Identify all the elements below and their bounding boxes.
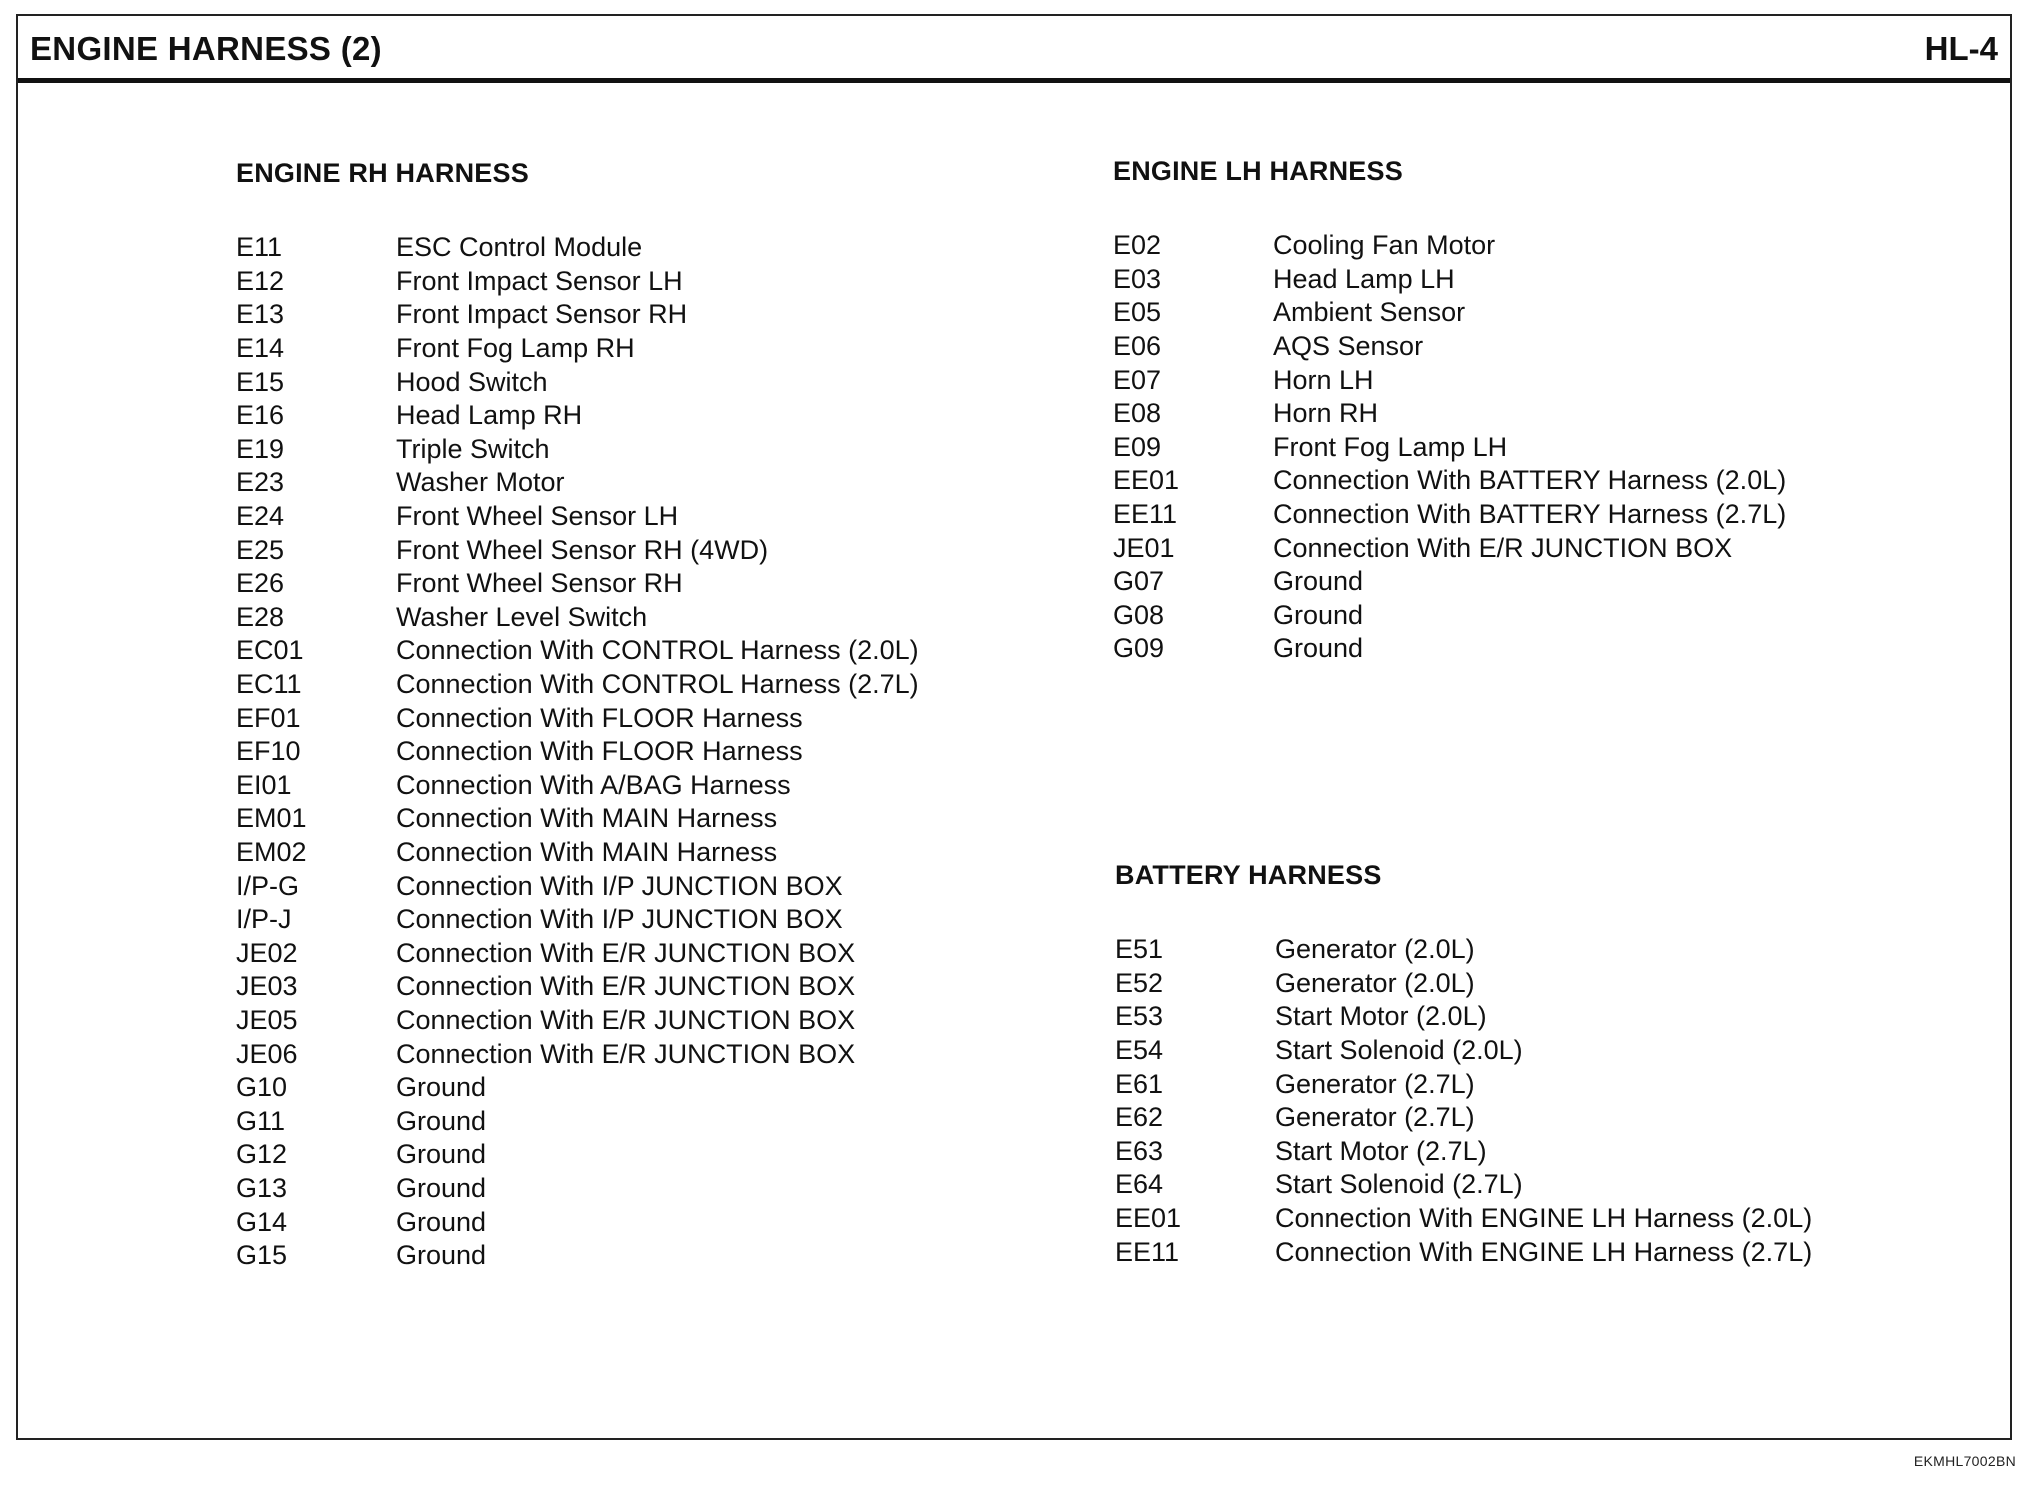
- connector-description: Connection With I/P JUNCTION BOX: [396, 904, 843, 935]
- connector-code: EF10: [236, 736, 301, 767]
- connector-row: [1115, 1168, 1935, 1202]
- connector-row: [236, 1172, 1056, 1206]
- connector-row: [1115, 933, 1935, 967]
- connector-row: [236, 634, 1056, 668]
- connector-description: Hood Switch: [396, 366, 548, 397]
- connector-row: [236, 567, 1056, 601]
- connector-description: Ground: [1273, 566, 1364, 597]
- connector-row: [236, 802, 1056, 836]
- connector-code: JE05: [236, 1004, 298, 1035]
- connector-code: G11: [236, 1105, 286, 1136]
- connector-description: Ground: [396, 1172, 487, 1203]
- connector-code: JE03: [236, 971, 298, 1002]
- connector-code: E08: [1113, 398, 1162, 429]
- connector-code: E24: [236, 501, 285, 532]
- connector-code: EM01: [236, 803, 307, 834]
- connector-description: Connection With E/R JUNCTION BOX: [396, 1038, 856, 1069]
- connector-row: [236, 970, 1056, 1004]
- connector-row: [1113, 464, 1913, 498]
- connector-code: E07: [1113, 364, 1162, 395]
- connector-description: Head Lamp RH: [396, 400, 583, 431]
- connector-description: Front Wheel Sensor RH: [396, 568, 683, 599]
- connector-row: [236, 1138, 1056, 1172]
- connector-row: [236, 466, 1056, 500]
- connector-description: Connection With E/R JUNCTION BOX: [396, 1004, 856, 1035]
- connector-list: [1113, 229, 1913, 666]
- connector-code: EE01: [1113, 465, 1180, 496]
- connector-row: [1115, 1000, 1935, 1034]
- section-engine-lh-harness: [1113, 156, 1913, 666]
- connector-row: [236, 869, 1056, 903]
- connector-code: E19: [236, 433, 285, 464]
- connector-code: EE11: [1115, 1236, 1180, 1267]
- connector-row: [1113, 296, 1913, 330]
- image-code: EKMHL7002BN: [1913, 1453, 2016, 1469]
- connector-row: [1113, 363, 1913, 397]
- connector-description: Connection With FLOOR Harness: [396, 736, 803, 767]
- connector-code: E61: [1115, 1068, 1164, 1099]
- connector-row: [1113, 263, 1913, 297]
- connector-row: [1113, 632, 1913, 666]
- connector-code: E23: [236, 467, 285, 498]
- connector-code: E64: [1115, 1169, 1164, 1200]
- connector-code: G07: [1113, 566, 1165, 597]
- connector-row: [236, 365, 1056, 399]
- connector-row: [236, 332, 1056, 366]
- connector-description: Front Impact Sensor LH: [396, 265, 683, 296]
- connector-code: E51: [1115, 934, 1164, 965]
- connector-code: E02: [1113, 230, 1162, 261]
- connector-description: Ground: [1273, 633, 1364, 664]
- connector-row: [1115, 1235, 1935, 1269]
- connector-description: Ambient Sensor: [1273, 297, 1466, 328]
- connector-code: E14: [236, 333, 285, 364]
- connector-row: [1113, 229, 1913, 263]
- connector-code: E05: [1113, 297, 1162, 328]
- connector-code: JE02: [236, 937, 298, 968]
- connector-description: Generator (2.7L): [1275, 1102, 1475, 1133]
- connector-row: [236, 836, 1056, 870]
- connector-code: E11: [236, 232, 283, 263]
- connector-code: EC11: [236, 669, 302, 700]
- connector-row: [236, 399, 1056, 433]
- section-engine-rh-harness: [236, 158, 1056, 1272]
- connector-code: I/P-G: [236, 870, 300, 901]
- connector-code: JE06: [236, 1038, 298, 1069]
- connector-row: [236, 1071, 1056, 1105]
- connector-code: EC01: [236, 635, 304, 666]
- connector-row: [236, 769, 1056, 803]
- connector-description: Start Motor (2.7L): [1275, 1135, 1487, 1166]
- connector-description: Horn LH: [1273, 364, 1374, 395]
- connector-row: [1113, 498, 1913, 532]
- connector-row: [1113, 565, 1913, 599]
- connector-code: EE01: [1115, 1203, 1182, 1234]
- connector-description: Front Impact Sensor RH: [396, 299, 688, 330]
- connector-row: [1113, 599, 1913, 633]
- connector-row: [1115, 967, 1935, 1001]
- connector-description: Connection With MAIN Harness: [396, 803, 778, 834]
- connector-list: [1115, 933, 1935, 1269]
- connector-code: E54: [1115, 1035, 1164, 1066]
- page-title: ENGINE HARNESS (2): [30, 30, 382, 67]
- connector-description: Connection With E/R JUNCTION BOX: [396, 971, 856, 1002]
- connector-code: E53: [1115, 1001, 1164, 1032]
- connector-code: E16: [236, 400, 285, 431]
- connector-code: G12: [236, 1139, 288, 1170]
- connector-description: Ground: [396, 1240, 487, 1271]
- connector-description: Front Fog Lamp LH: [1273, 431, 1508, 462]
- connector-code: E06: [1113, 331, 1162, 362]
- connector-row: [236, 936, 1056, 970]
- connector-description: Generator (2.7L): [1275, 1068, 1475, 1099]
- connector-row: [1115, 1202, 1935, 1236]
- connector-description: Start Motor (2.0L): [1275, 1001, 1487, 1032]
- connector-code: G14: [236, 1206, 288, 1237]
- connector-code: EI01: [236, 769, 292, 800]
- connector-description: Start Solenoid (2.7L): [1275, 1169, 1523, 1200]
- connector-description: Ground: [396, 1139, 487, 1170]
- connector-description: Washer Motor: [396, 467, 565, 498]
- connector-description: Connection With CONTROL Harness (2.7L): [396, 669, 919, 700]
- connector-description: Ground: [396, 1072, 487, 1103]
- connector-code: E26: [236, 568, 285, 599]
- connector-row: [1113, 531, 1913, 565]
- connector-description: Washer Level Switch: [396, 601, 648, 632]
- connector-code: E15: [236, 366, 285, 397]
- connector-row: [236, 601, 1056, 635]
- connector-description: Connection With I/P JUNCTION BOX: [396, 870, 843, 901]
- connector-description: Connection With E/R JUNCTION BOX: [396, 937, 856, 968]
- connector-row: [1115, 1034, 1935, 1068]
- connector-description: Ground: [396, 1105, 487, 1136]
- connector-code: E52: [1115, 967, 1164, 998]
- connector-description: AQS Sensor: [1273, 331, 1424, 362]
- connector-code: E12: [236, 265, 285, 296]
- connector-row: [236, 533, 1056, 567]
- connector-description: Cooling Fan Motor: [1273, 230, 1496, 261]
- connector-description: Connection With E/R JUNCTION BOX: [1273, 532, 1733, 563]
- connector-description: Ground: [1273, 599, 1364, 630]
- connector-description: Connection With ENGINE LH Harness (2.0L): [1275, 1203, 1813, 1234]
- connector-row: [236, 1037, 1056, 1071]
- connector-code: G10: [236, 1072, 288, 1103]
- connector-description: Front Wheel Sensor LH: [396, 501, 679, 532]
- connector-code: E28: [236, 601, 285, 632]
- connector-row: [1115, 1135, 1935, 1169]
- connector-code: E25: [236, 534, 285, 565]
- connector-row: [236, 1104, 1056, 1138]
- connector-description: Generator (2.0L): [1275, 967, 1475, 998]
- connector-row: [236, 701, 1056, 735]
- connector-row: [236, 735, 1056, 769]
- connector-code: G13: [236, 1172, 288, 1203]
- page-code: HL-4: [1924, 30, 1998, 67]
- section-heading: ENGINE RH HARNESS: [236, 158, 529, 188]
- connector-description: Connection With FLOOR Harness: [396, 702, 803, 733]
- connector-row: [1115, 1101, 1935, 1135]
- connector-code: G15: [236, 1240, 288, 1271]
- connector-row: [236, 1239, 1056, 1273]
- connector-row: [1115, 1067, 1935, 1101]
- connector-code: E03: [1113, 263, 1162, 294]
- connector-description: Connection With CONTROL Harness (2.0L): [396, 635, 919, 666]
- connector-row: [1113, 397, 1913, 431]
- connector-row: [236, 298, 1056, 332]
- connector-code: EF01: [236, 702, 301, 733]
- connector-description: Connection With ENGINE LH Harness (2.7L): [1275, 1236, 1813, 1267]
- connector-code: E13: [236, 299, 285, 330]
- section-heading: BATTERY HARNESS: [1115, 860, 1382, 890]
- connector-code: EM02: [236, 836, 307, 867]
- connector-description: Generator (2.0L): [1275, 934, 1475, 965]
- section-heading: ENGINE LH HARNESS: [1113, 156, 1403, 186]
- connector-code: E63: [1115, 1135, 1164, 1166]
- title-bar: [18, 16, 2010, 83]
- connector-row: [236, 500, 1056, 534]
- connector-list: [236, 231, 1056, 1272]
- connector-description: Connection With A/BAG Harness: [396, 769, 791, 800]
- connector-row: [1113, 431, 1913, 465]
- connector-row: [236, 903, 1056, 937]
- connector-row: [236, 1205, 1056, 1239]
- connector-row: [236, 265, 1056, 299]
- connector-code: I/P-J: [236, 904, 292, 935]
- connector-description: ESC Control Module: [396, 232, 643, 263]
- connector-description: Horn RH: [1273, 398, 1379, 429]
- connector-row: [236, 433, 1056, 467]
- connector-row: [236, 668, 1056, 702]
- connector-code: E62: [1115, 1102, 1164, 1133]
- connector-description: Front Fog Lamp RH: [396, 333, 635, 364]
- connector-description: Ground: [396, 1206, 487, 1237]
- connector-code: E09: [1113, 431, 1162, 462]
- connector-description: Connection With MAIN Harness: [396, 836, 778, 867]
- connector-code: EE11: [1113, 499, 1178, 530]
- connector-code: G09: [1113, 633, 1165, 664]
- connector-row: [1113, 330, 1913, 364]
- connector-description: Connection With BATTERY Harness (2.0L): [1273, 465, 1787, 496]
- connector-description: Head Lamp LH: [1273, 263, 1455, 294]
- connector-code: JE01: [1113, 532, 1175, 563]
- connector-description: Front Wheel Sensor RH (4WD): [396, 534, 769, 565]
- connector-description: Connection With BATTERY Harness (2.7L): [1273, 499, 1787, 530]
- connector-description: Triple Switch: [396, 433, 550, 464]
- connector-row: [236, 231, 1056, 265]
- connector-code: G08: [1113, 599, 1165, 630]
- connector-row: [236, 1004, 1056, 1038]
- connector-description: Start Solenoid (2.0L): [1275, 1035, 1523, 1066]
- section-battery-harness: [1115, 860, 1935, 1269]
